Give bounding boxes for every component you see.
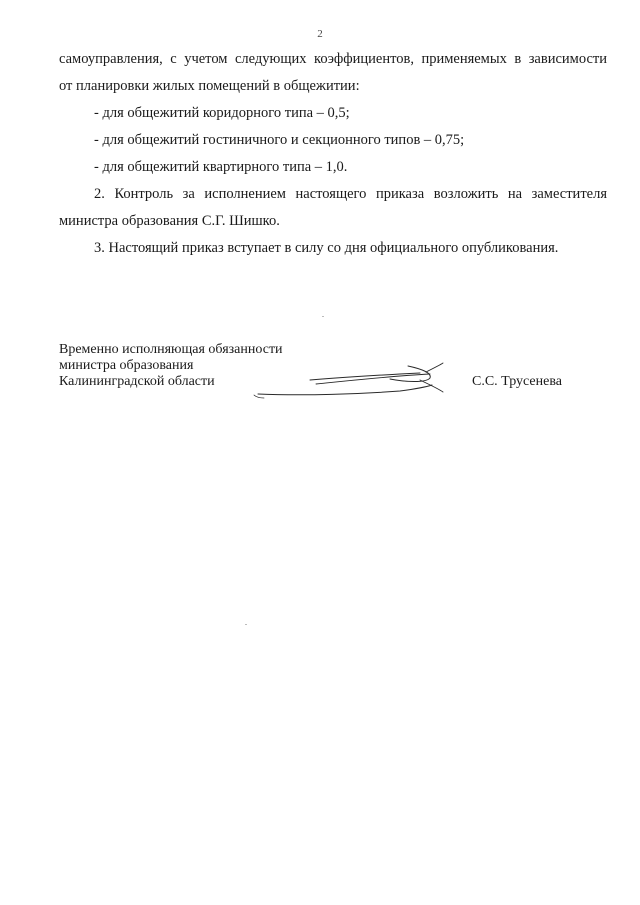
signatory-position-line-2: министра образования: [59, 358, 194, 373]
list-item-apartment: - для общежитий квартирного типа – 1,0.: [94, 159, 348, 175]
paragraph-2-line-2: министра образования С.Г. Шишко.: [59, 213, 280, 229]
body-line-2: от планировки жилых помещений в общежитии:: [59, 78, 360, 94]
handwritten-signature: [250, 358, 450, 404]
paragraph-2-line-1: 2. Контроль за исполнением настоящего приказа возложить на заместителя: [94, 186, 607, 202]
scan-artifact: [245, 624, 247, 625]
signatory-position-line-3: Калининградской области: [59, 374, 215, 389]
paragraph-3: 3. Настоящий приказ вступает в силу со дня официального опубликования.: [94, 240, 559, 256]
scan-artifact: [322, 316, 324, 317]
signatory-position-line-1: Временно исполняющая обязанности: [59, 342, 283, 357]
signatory-name: С.С. Трусенева: [472, 374, 562, 389]
list-item-hotel-section: - для общежитий гостиничного и секционного типов – 0,75;: [94, 132, 465, 148]
body-line-1: самоуправления, с учетом следующих коэффициентов, применяемых в зависимости: [59, 51, 607, 67]
list-item-corridor: - для общежитий коридорного типа – 0,5;: [94, 105, 350, 121]
page-number: 2: [317, 28, 323, 40]
